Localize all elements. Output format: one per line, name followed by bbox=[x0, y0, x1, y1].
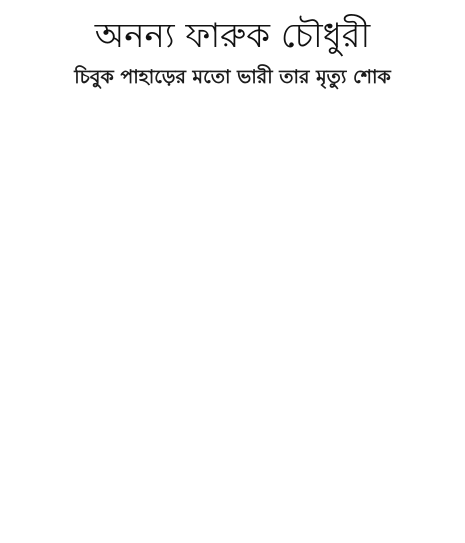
article-body bbox=[10, 100, 455, 540]
article-subheadline: চিবুক পাহাড়ের মতো ভারী তার মৃত্যু শোক bbox=[74, 66, 391, 88]
article-headline: অনন্য ফারুক চৌধুরী bbox=[94, 16, 371, 56]
